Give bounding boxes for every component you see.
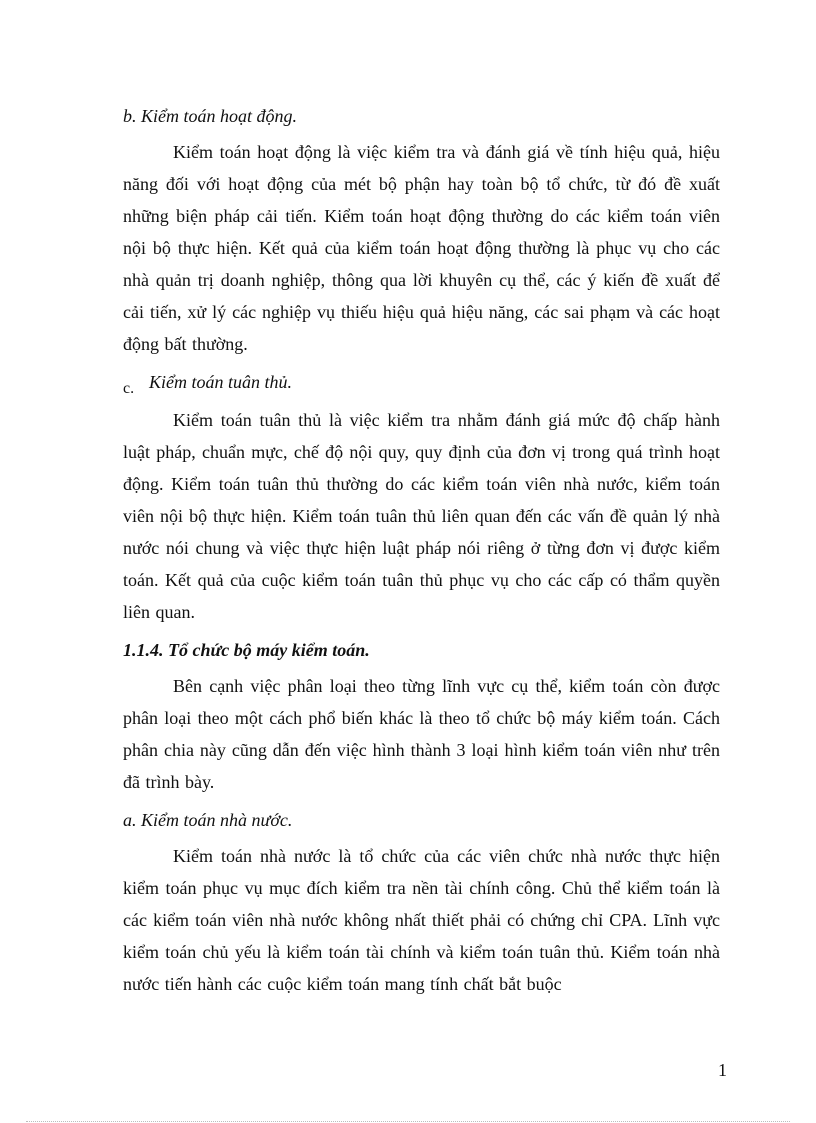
paragraph-operational-audit: Kiểm toán hoạt động là việc kiểm tra và đánh giá về tính hiệu quả, hiệu năng đối với hoạt động của mét bộ phận hay toàn bộ tổ chức, từ đó đề xuất những biện pháp cải tiến. Kiểm toán hoạt động thường do các kiểm toán viên nội bộ thực hiện. Kết quả của kiểm toán hoạt động thường là phục vụ cho các nhà quản trị doanh nghiệp, thông qua lời khuyên cụ thể, các ý kiến đề xuất để cải tiến, xử lý các nghiệp vụ thiếu hiệu quả hiệu năng, các sai phạm và các hoạt động bất thường.	[123, 142, 720, 354]
section-heading-c	[123, 368, 720, 398]
paragraph-state-audit: Kiểm toán nhà nước là tổ chức của các viên chức nhà nước thực hiện kiểm toán phục vụ mục đích kiểm tra nền tài chính công. Chủ thể kiểm toán là các kiểm toán viên nhà nước không nhất thiết phải có chứng chỉ CPA. Lĩnh vực kiểm toán chủ yếu là kiểm toán tài chính và kiểm toán tuân thủ. Kiểm toán nhà nước tiến hành các cuộc kiểm toán mang tính chất bắt buộc	[123, 846, 720, 994]
page-content	[123, 102, 720, 1008]
paragraph-audit-organization: Bên cạnh việc phân loại theo từng lĩnh vực cụ thể, kiểm toán còn được phân loại theo một cách phổ biến khác là theo tổ chức bộ máy kiểm toán. Cách phân chia này cũng dẫn đến việc hình thành 3 loại hình kiểm toán viên như trên đã trình bày.	[123, 676, 720, 792]
section-heading-a: a. Kiểm toán nhà nước.	[123, 810, 293, 830]
page-bottom-divider	[26, 1121, 790, 1122]
subsection-heading-1-1-4: 1.1.4. Tổ chức bộ máy kiểm toán.	[123, 640, 370, 660]
page-number: 1	[718, 1060, 727, 1080]
paragraph-compliance-audit: Kiểm toán tuân thủ là việc kiểm tra nhằm đánh giá mức độ chấp hành luật pháp, chuẩn mực, chế độ nội quy, quy định của đơn vị trong quá trình hoạt động. Kiểm toán tuân thủ thường do các kiểm toán viên nhà nước, kiểm toán viên nội bộ thực hiện. Kiểm toán tuân thủ liên quan đến các vấn đề quản lý nhà nước nói chung và việc thực hiện luật pháp nói riêng ở từng đơn vị được kiểm toán. Kết quả của cuộc kiểm toán tuân thủ phục vụ cho các cấp có thẩm quyền liên quan.	[123, 410, 720, 622]
section-heading-b: b. Kiểm toán hoạt động.	[123, 106, 297, 126]
section-heading-c-title: Kiểm toán tuân thủ.	[149, 372, 292, 392]
section-heading-c-letter: c.	[123, 380, 135, 397]
